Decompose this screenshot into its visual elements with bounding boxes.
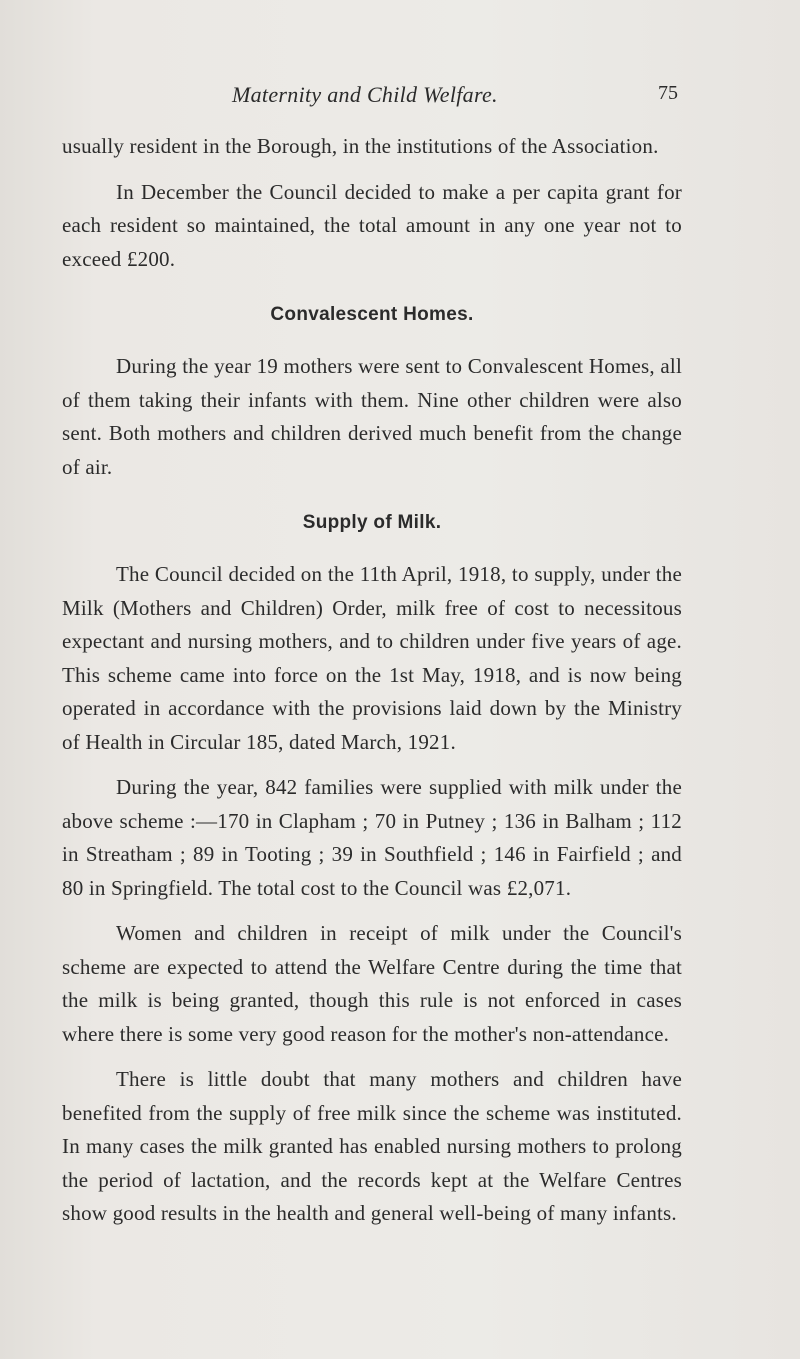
grant-paragraph: In December the Council decided to make a per capita grant for each resident so maintained, the total amount in any one year not to exceed £200.: [62, 179, 682, 271]
section-heading-convalescent-homes: Convalescent Homes.: [270, 304, 474, 325]
milk-attendance-paragraph: Women and children in receipt of milk under the Council's scheme are expected to attend the Welfare Centre during the time that the milk is being granted, though this rule is not enforced in cases where there is some very good reason for the mother's non-attendance.: [62, 921, 682, 1046]
section-heading-supply-of-milk: Supply of Milk.: [302, 512, 442, 533]
milk-families-paragraph: During the year, 842 families were supplied with milk under the above scheme :—170 in Clapham ; 70 in Putney ; 136 in Balham ; 112 in Streatham ; 89 in Tooting ; 39 in Southfield ; 146 in Fairfield ; and 80 in Springfield. The total cost to the Council was £2,071.: [62, 775, 682, 900]
page-number: 75: [658, 82, 678, 104]
milk-order-paragraph: The Council decided on the 11th April, 1918, to supply, under the Milk (Mothers and Children) Order, milk free of cost to necessitous expectant and nursing mothers, and to children under five years of age. This scheme came into force on the 1st May, 1918, and is now being operated in accordance with the provisions laid down by the Ministry of Health in Circular 185, dated March, 1921.: [62, 562, 682, 754]
convalescent-paragraph: During the year 19 mothers were sent to Convalescent Homes, all of them taking their infants with them. Nine other children were also sent. Both mothers and children derived much benefit from the change of air.: [62, 354, 682, 479]
running-title: Maternity and Child Welfare.: [232, 82, 498, 107]
intro-continuation-paragraph: usually resident in the Borough, in the institutions of the Association.: [62, 134, 659, 158]
page-body: [62, 130, 682, 1231]
page-header: [0, 82, 800, 116]
milk-benefit-paragraph: There is little doubt that many mothers and children have benefited from the supply of free milk since the scheme was instituted. In many cases the milk granted has enabled nursing mothers to prolong the period of lactation, and the records kept at the Welfare Centres show good results in the health and general well-being of many infants.: [62, 1067, 682, 1225]
